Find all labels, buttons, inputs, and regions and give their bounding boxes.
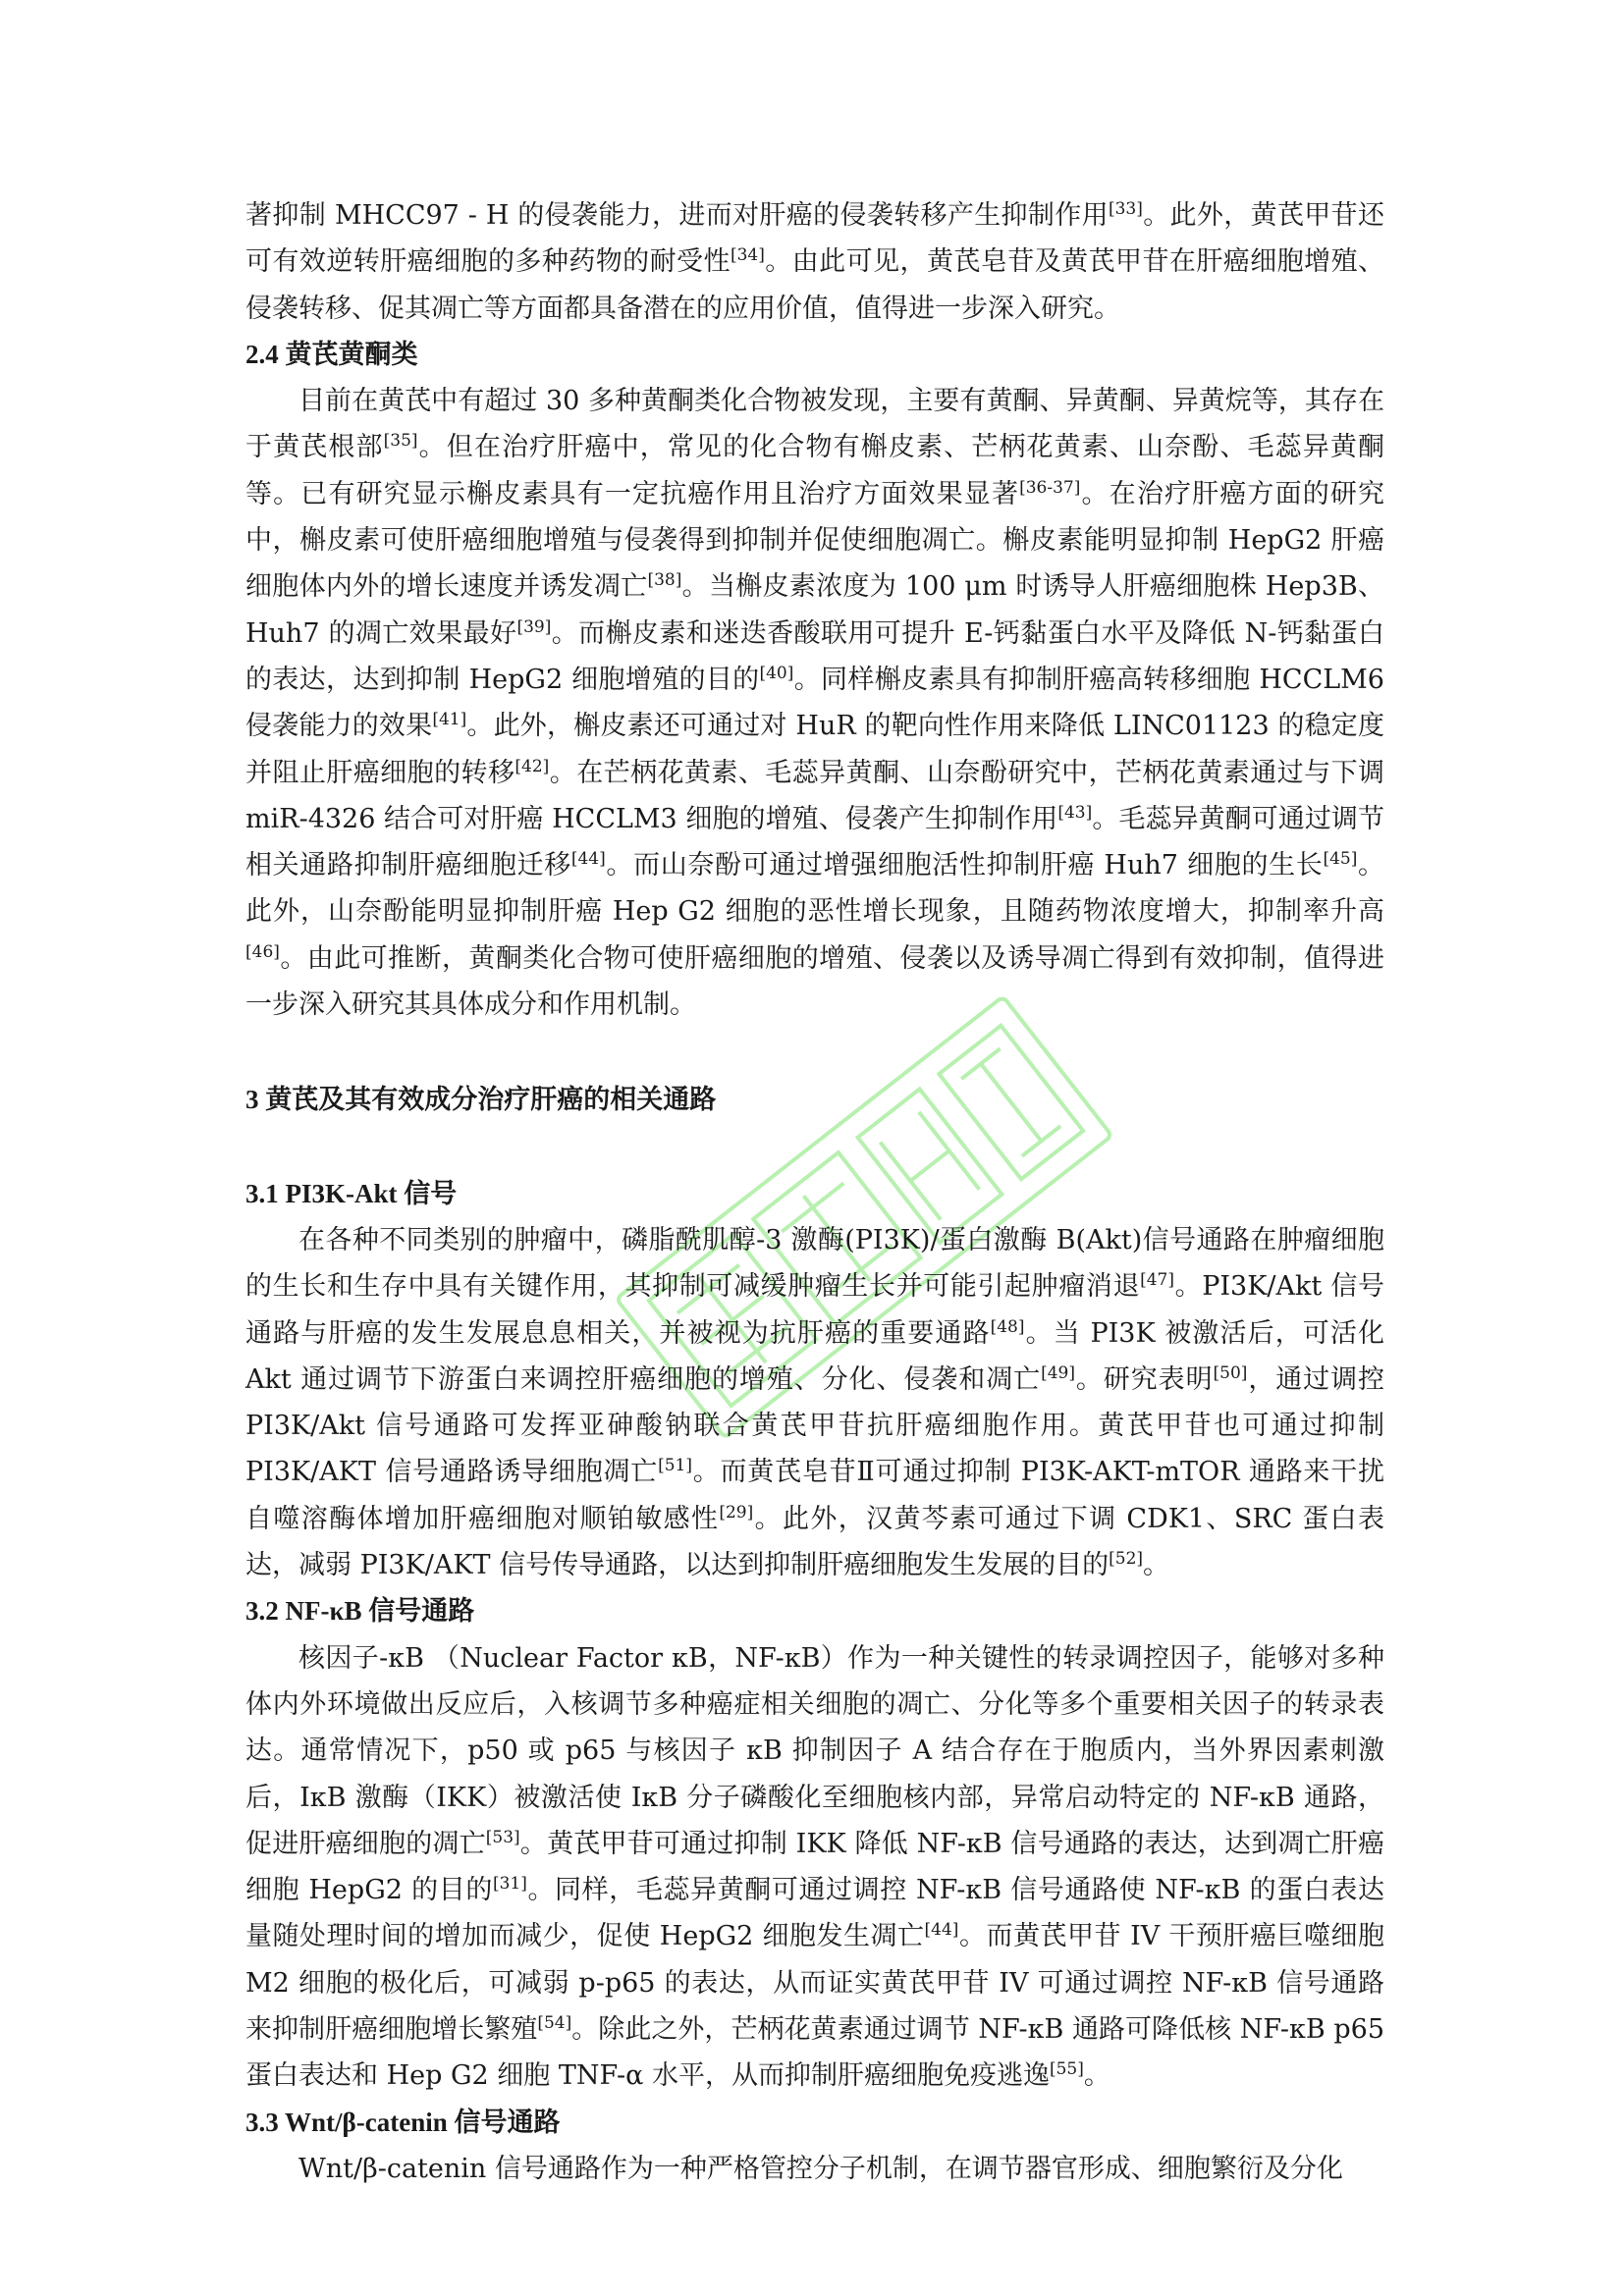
body-paragraph [245, 1217, 1384, 1588]
citation: [39] [516, 616, 552, 637]
paragraph-text: 。但在治疗肝癌中，常见的化合物有槲皮素、芒柄花黄素、山奈酚、毛蕊异黄酮等。已有研究显示槲皮素具有一定抗癌作用且治疗方面效果显著 [245, 432, 1385, 509]
body-paragraph [245, 192, 1384, 332]
paragraph-text: 。在治疗肝癌方面的研究中，槲皮素可使肝癌细胞增殖与侵袭得到抑制并促使细胞凋亡。槲皮素能明显抑制 HepG2 肝癌细胞体内外的增长速度并诱发凋亡 [245, 478, 1385, 603]
paragraph-text: 。由此可推断，黄酮类化合物可使肝癌细胞的增殖、侵袭以及诱导凋亡得到有效抑制，值得进一步深入研究其具体成分和作用机制。 [245, 942, 1384, 1021]
paragraph-text: 。 [1083, 2060, 1110, 2092]
paragraph-text: 著抑制 MHCC97 - H 的侵袭能力，进而对肝癌的侵袭转移产生抑制作用 [245, 200, 1109, 231]
paragraph-text: 。黄芪甲苷可通过抑制 IKK 降低 NF-κB 信号通路的表达，达到凋亡肝癌细胞 HepG2 的目的 [245, 1828, 1384, 1906]
citation: [43] [1057, 802, 1093, 823]
citation: [29] [719, 1502, 754, 1522]
body-paragraph [245, 378, 1384, 1028]
citation: [47] [1140, 1270, 1174, 1291]
citation: [38] [647, 570, 682, 591]
citation: [49] [1041, 1362, 1075, 1383]
citation: [48] [990, 1316, 1025, 1337]
paragraph-text: 。研究表明 [1074, 1363, 1214, 1395]
paragraph-text: 。此外，山奈酚能明显抑制肝癌 Hep G2 细胞的恶性增长现象，且随药物浓度增大，抑制率升高 [245, 850, 1385, 928]
paragraph-text: 。而黄芪皂苷Ⅱ可通过抑制 PI3K-AKT-mTOR 通路来干扰自噬溶酶体增加肝癌细胞对顺铂敏感性 [245, 1457, 1384, 1534]
paragraph-text: 核因子-κB （Nuclear Factor κB，NF-κB）作为一种关键性的转录调控因子，能够对多种体内外环境做出反应后，入核调节多种癌症相关细胞的凋亡、分化等多个重要相关因子的转录表达。通常情况下，p50 或 p65 与核因子 κB 抑制因子 A 结合存在于胞质内，当外界因素刺激后，IκB 激酶（IKK）被激活使 IκB 分子磷酸化至细胞核内部，异常启动特定的 NF-κB 通路，促进肝癌细胞的凋亡 [245, 1642, 1384, 1859]
paragraph-text: 。 [1143, 1550, 1170, 1581]
paragraph-text: 。而黄芪甲苷 IV 干预肝癌巨噬细胞 M2 细胞的极化后，可减弱 p-p65 的表达，从而证实黄芪甲苷 IV 可通过调控 NF-κB 信号通路来抑制肝癌细胞增长繁殖 [245, 1921, 1384, 2045]
subsection-heading: 3.1 PI3K-Akt 信号 [245, 1178, 458, 1208]
citation: [50] [1213, 1362, 1248, 1383]
citation: [35] [383, 431, 418, 452]
paragraph-text: 。此外，槲皮素还可通过对 HuR 的靶向性作用来降低 LINC01123 的稳定度并阻止肝癌细胞的转移 [245, 711, 1384, 788]
citation: [42] [514, 756, 550, 776]
paragraph-text: 。同样，毛蕊异黄酮可通过调控 NF-κB 信号通路使 NF-κB 的蛋白表达量随处理时间的增加而减少，促使 HepG2 细胞发生凋亡 [245, 1875, 1384, 1952]
citation: [51] [658, 1456, 692, 1476]
paragraph-text: 。同样槲皮素具有抑制肝癌高转移细胞 HCCLM6 侵袭能力的效果 [245, 664, 1384, 742]
citation: [55] [1049, 2059, 1084, 2080]
subsection-heading: 2.4 黄芪黄酮类 [245, 339, 418, 369]
paragraph-text: 。当 PI3K 被激活后，可活化 Akt 通过调节下游蛋白来调控肝癌细胞的增殖、分化、侵袭和凋亡 [245, 1317, 1384, 1395]
paragraph-text: 。此外，汉黄芩素可通过下调 CDK1、SRC 蛋白表达，减弱 PI3K/AKT 信号传导通路，以达到抑制肝癌细胞发生发展的目的 [245, 1503, 1385, 1581]
body-paragraph [245, 1635, 1384, 2100]
citation: [31] [492, 1874, 527, 1895]
subsection-heading: 3.2 NF-κB 信号通路 [245, 1596, 475, 1627]
citation: [36-37] [1019, 477, 1081, 498]
citation: [44] [924, 1920, 959, 1941]
citation: [54] [537, 2012, 572, 2033]
paragraph-text: 目前在黄芪中有超过 30 多种黄酮类化合物被发现，主要有黄酮、异黄酮、异黄烷等，其存在于黄芪根部 [245, 386, 1384, 463]
paragraph-text: ，通过调控 PI3K/Akt 信号通路可发挥亚砷酸钠联合黄芪甲苷抗肝癌细胞作用。黄芪甲苷也可通过抑制 PI3K/AKT 信号通路诱导细胞凋亡 [245, 1363, 1385, 1488]
subsection-heading: 3.3 Wnt/β-catenin 信号通路 [245, 2107, 561, 2137]
citation: [45] [1323, 849, 1358, 870]
paragraph-text: 。而山奈酚可通过增强细胞活性抑制肝癌 Huh7 细胞的生长 [605, 850, 1324, 881]
paragraph-text: 。PI3K/Akt 信号通路与肝癌的发生发展息息相关，并被视为抗肝癌的重要通路 [245, 1271, 1385, 1349]
section-heading: 3 黄芪及其有效成分治疗肝癌的相关通路 [245, 1085, 717, 1115]
paragraph-text: 。此外，黄芪甲苷还可有效逆转肝癌细胞的多种药物的耐受性 [245, 200, 1384, 278]
citation: [33] [1108, 199, 1143, 219]
citation: [44] [570, 849, 606, 870]
body-paragraph [245, 2146, 1384, 2192]
citation: [46] [245, 941, 280, 962]
paragraph-text: 在各种不同类别的肿瘤中，磷脂酰肌醇-3 激酶(PI3K)/蛋白激酶 B(Akt)信号通路在肿瘤细胞的生长和生存中具有关键作用，其抑制可减缓肿瘤生长并可能引起肿瘤消退 [245, 1224, 1384, 1303]
paragraph-text: 。由此可见，黄芪皂苷及黄芪甲苷在肝癌细胞增殖、侵袭转移、促其凋亡等方面都具备潜在的应用价值，值得进一步深入研究。 [245, 246, 1385, 324]
citation: [52] [1109, 1549, 1144, 1570]
paragraph-text: 。在芒柄花黄素、毛蕊异黄酮、山奈酚研究中，芒柄花黄素通过与下调 miR-4326 结合可对肝癌 HCCLM3 细胞的增殖、侵袭产生抑制作用 [245, 757, 1385, 834]
paragraph-text: 。当槲皮素浓度为 100 μm 时诱导人肝癌细胞株 Hep3B、Huh7 的凋亡效果最好 [245, 571, 1385, 649]
page-content [245, 192, 1384, 2192]
citation: [34] [730, 245, 765, 266]
citation: [41] [432, 710, 467, 730]
citation: [40] [759, 663, 794, 683]
paragraph-text: 。除此之外，芒柄花黄素通过调节 NF-κB 通路可降低核 NF-κB p65 蛋白表达和 Hep G2 细胞 TNF-α 水平，从而抑制肝癌细胞免疫逃逸 [245, 2013, 1384, 2092]
paragraph-text: 。而槲皮素和迷迭香酸联用可提升 E-钙黏蛋白水平及降低 N-钙黏蛋白的表达，达到抑制 HepG2 细胞增殖的目的 [245, 617, 1384, 695]
paragraph-text: Wnt/β-catenin 信号通路作为一种严格管控分子机制，在调节器官形成、细胞繁衍及分化 [298, 2153, 1343, 2184]
citation: [53] [485, 1827, 520, 1847]
paragraph-text: 。毛蕊异黄酮可通过调节相关通路抑制肝癌细胞迁移 [245, 803, 1384, 881]
